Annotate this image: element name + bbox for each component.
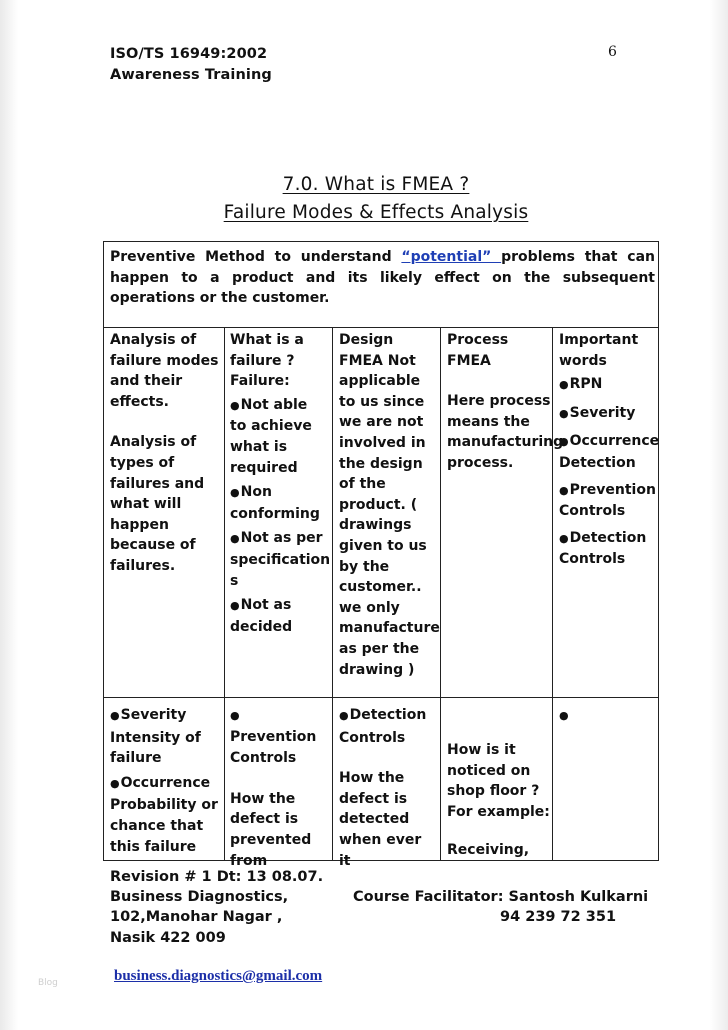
detection-bullet: ● Detection: [339, 705, 437, 727]
cell-design-fmea: [339, 330, 440, 680]
important-word-bullet: ● Prevention Controls: [559, 480, 657, 522]
company-name: Business Diagnostics,: [110, 889, 289, 905]
important-words-heading: Important words: [559, 332, 639, 369]
empty-bullet: [559, 705, 657, 727]
table-row-divider: [103, 697, 659, 698]
how-noticed-text: How is it noticed on shop floor ? For example:: [447, 742, 550, 820]
company-city: Nasik 422 009: [110, 930, 226, 946]
table-col-divider: [332, 327, 333, 861]
table-col-divider: [224, 327, 225, 861]
facilitator-phone: 94 239 72 351: [500, 909, 617, 925]
failure-bullet: ● Not able to achieve what is required: [230, 395, 328, 478]
intro-text: [110, 247, 655, 309]
table-row-divider: [103, 327, 659, 328]
analysis-para-2: Analysis of types of failures and what will happen because of failures.: [110, 434, 205, 574]
severity-bullet: ● Severity: [110, 705, 222, 727]
contact-email-link[interactable]: business.diagnostics@gmail.com: [114, 968, 323, 984]
cell-analysis: [110, 330, 222, 577]
occurrence-text: Probability or chance that this failure: [110, 797, 218, 855]
process-fmea-text: Here process means the manufacturing process.: [447, 393, 564, 471]
failure-bullet: ● Not as decided: [230, 595, 328, 637]
severity-text: Intensity of failure: [110, 729, 201, 767]
watermark-text: Blog: [38, 978, 58, 988]
cell-prevention-controls: [230, 705, 328, 871]
failure-bullet: ● Non conforming: [230, 482, 328, 524]
cell-process-fmea: [447, 330, 564, 474]
potential-link[interactable]: “potential”: [401, 249, 502, 265]
design-fmea-text: Design FMEA Not applicable to us since we are not involved in the design of the product. ( drawings given to us by the customer.. we only manufacture as per the drawing ): [339, 332, 440, 678]
page-number: 6: [608, 44, 617, 60]
table-col-divider: [440, 327, 441, 861]
intro-before: Preventive Method to understand: [110, 249, 402, 265]
important-word-bullet: ● Occurrence Detection: [559, 431, 657, 473]
header-standard: ISO/TS 16949:2002: [110, 46, 268, 62]
prevention-bullet: ● Prevention: [230, 705, 328, 747]
cell-empty-bullet: [559, 705, 657, 727]
page-title: 7.0. What is FMEA ?: [282, 174, 470, 195]
revision-text: Revision # 1 Dt: 13 08.07.: [110, 869, 324, 885]
cell-detection-controls: [339, 705, 437, 871]
receiving-text: Receiving,: [447, 842, 530, 859]
prevention-text: How the defect is prevented from: [230, 790, 312, 869]
cell-severity-occurrence: [110, 705, 222, 857]
occurrence-bullet: ● Occurrence: [110, 773, 222, 795]
course-facilitator: Course Facilitator: Santosh Kulkarni: [353, 889, 649, 905]
important-word-bullet: ● Severity: [559, 403, 657, 425]
failure-heading: What is a failure ? Failure:: [230, 332, 304, 390]
intro-after: problems that can happen to a product and its likely effect on the subsequent operations or the customer.: [110, 249, 655, 307]
detection-text: How the defect is detected when ever it: [339, 770, 422, 869]
header-subtitle: Awareness Training: [110, 67, 272, 83]
important-word-bullet: ● Detection Controls: [559, 528, 657, 570]
prevention-bullet-cont: Controls: [230, 750, 297, 767]
cell-important-words: [559, 330, 660, 570]
company-address: 102,Manohar Nagar ,: [110, 909, 283, 925]
analysis-para-1: Analysis of failure modes and their effects.: [110, 332, 219, 410]
process-fmea-heading: Process FMEA: [447, 332, 509, 369]
important-word-bullet: ● RPN: [559, 374, 657, 396]
page-subtitle: Failure Modes & Effects Analysis: [223, 202, 529, 223]
failure-bullet: ● Not as per specification s: [230, 528, 328, 591]
detection-bullet-cont: Controls: [339, 729, 406, 746]
cell-how-noticed: [447, 740, 551, 861]
cell-what-is-failure: [230, 330, 331, 637]
